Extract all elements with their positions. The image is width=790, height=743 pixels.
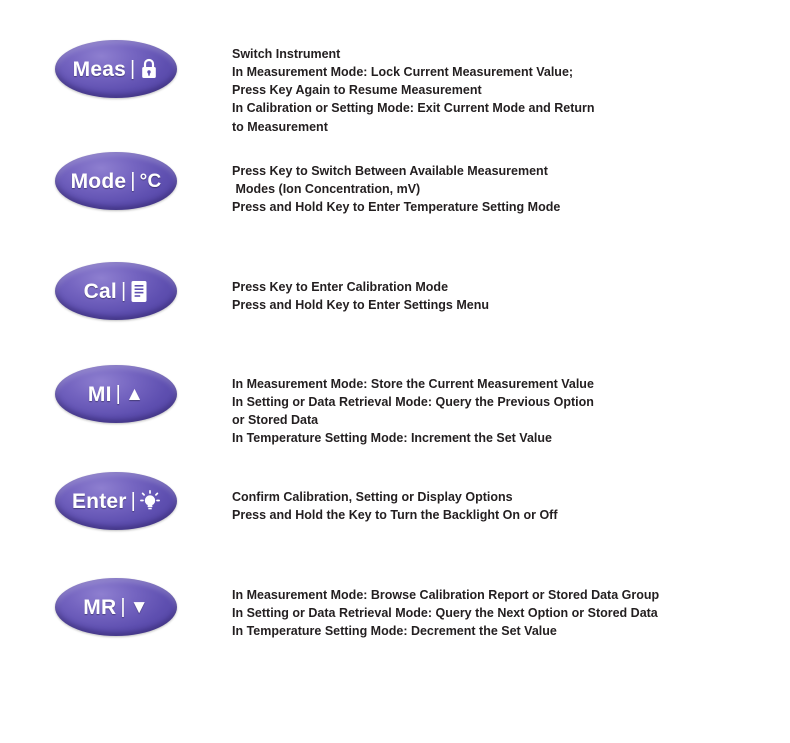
enter-text: Enter (71, 489, 127, 513)
mi-text: MI (87, 382, 112, 406)
desc-line: to Measurement (232, 119, 328, 134)
label-separator: | (130, 490, 137, 512)
meas-button-label (73, 57, 160, 81)
desc-line: In Measurement Mode: Browse Calibration Report or Stored Data Group (232, 588, 660, 602)
label-separator: | (130, 170, 136, 192)
mi-button-label (88, 384, 144, 405)
label-separator: | (115, 383, 122, 405)
label-separator: | (120, 596, 126, 618)
desc-line: In Calibration or Setting Mode: Exit Current Mode and Return (232, 101, 595, 116)
desc-line: Press and Hold the Key to Turn the Backlight On or Off (232, 508, 558, 523)
button-cell-mi (0, 365, 232, 423)
mi-description (232, 365, 790, 448)
mr-description (232, 578, 790, 640)
mr-text: MR (83, 595, 117, 619)
desc-line: In Setting or Data Retrieval Mode: Query the Previous Option (232, 395, 594, 410)
button-cell-cal (0, 262, 232, 320)
desc-line: Press Key to Switch Between Available Measurement (232, 164, 548, 178)
desc-line: In Temperature Setting Mode: Decrement the Set Value (232, 624, 557, 639)
triangle-up-icon: ▲ (125, 383, 145, 405)
lightbulb-icon (140, 490, 160, 513)
desc-line: Press and Hold Key to Enter Settings Menu (232, 298, 489, 313)
desc-line: In Measurement Mode: Store the Current Measurement Value (232, 377, 594, 391)
desc-line: Press and Hold Key to Enter Temperature Setting Mode (232, 200, 561, 215)
desc-line: In Temperature Setting Mode: Increment the Set Value (232, 431, 552, 446)
cal-text: Cal (83, 279, 117, 303)
mode-button-label (71, 171, 162, 192)
mr-button[interactable] (55, 578, 177, 636)
mode-text: Mode (70, 169, 127, 193)
key-row-mode (0, 152, 790, 216)
key-row-mi (0, 365, 790, 448)
meas-text: Meas (72, 57, 126, 81)
button-cell-enter (0, 472, 232, 530)
enter-button-label (72, 490, 160, 513)
desc-line: Confirm Calibration, Setting or Display Options (232, 490, 513, 504)
enter-button[interactable] (55, 472, 177, 530)
cal-button-label (84, 280, 149, 303)
enter-description (232, 472, 790, 524)
meas-button[interactable] (55, 40, 177, 98)
cal-description (232, 262, 790, 314)
document-report-icon (130, 280, 148, 303)
cal-button[interactable] (55, 262, 177, 320)
lock-icon (139, 57, 159, 81)
key-row-cal (0, 262, 790, 320)
desc-line: Modes (Ion Concentration, mV) (232, 182, 421, 197)
desc-line: In Measurement Mode: Lock Current Measurement Value; (232, 65, 574, 80)
celsius-degree-icon: °C (139, 170, 162, 192)
label-separator: | (120, 280, 127, 302)
mi-button[interactable] (55, 365, 177, 423)
desc-line: Switch Instrument (232, 47, 341, 61)
desc-line: Press Key Again to Resume Measurement (232, 83, 482, 98)
button-cell-mr (0, 578, 232, 636)
key-row-meas (0, 40, 790, 136)
mr-button-label (83, 597, 148, 618)
mode-button[interactable] (55, 152, 177, 210)
key-row-enter (0, 472, 790, 530)
mode-description (232, 152, 790, 216)
desc-line: Press Key to Enter Calibration Mode (232, 280, 449, 294)
label-separator: | (129, 58, 136, 80)
button-cell-mode (0, 152, 232, 210)
desc-line: or Stored Data (232, 413, 319, 428)
desc-line: In Setting or Data Retrieval Mode: Query the Next Option or Stored Data (232, 606, 658, 621)
key-row-mr (0, 578, 790, 640)
button-cell-meas (0, 40, 232, 98)
triangle-down-icon: ▼ (129, 596, 149, 618)
meas-description (232, 40, 790, 136)
